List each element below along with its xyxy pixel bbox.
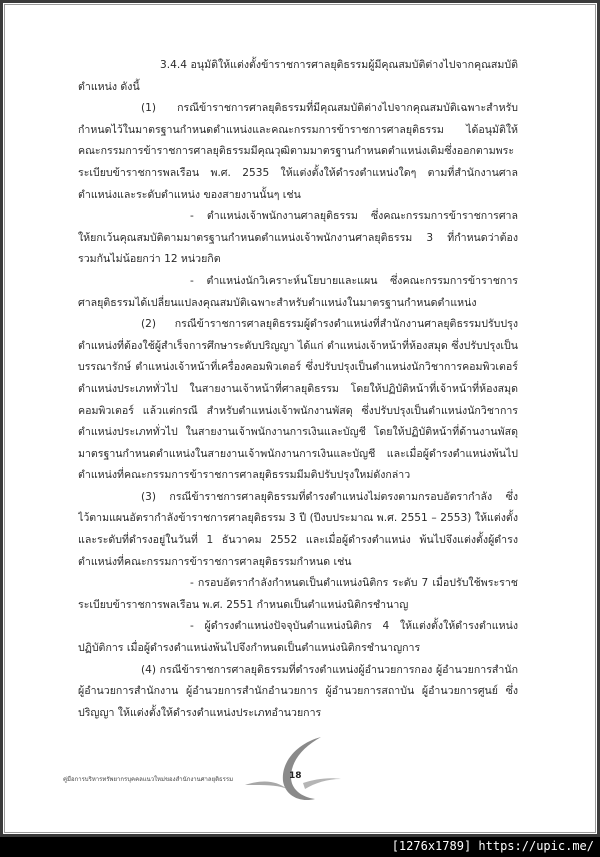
- clause-4: (4) กรณีข้าราชการศาลยุติธรรมที่ดำรงตำแหน่งผู้อำนวยการกอง ผู้อำนวยการสำนัก: [141, 663, 518, 676]
- text-line: กำหนดไว้ในมาตรฐานกำหนดตำแหน่งและคณะกรรมการข้าราชการศาลยุติธรรม ได้อนุมัติให้: [78, 123, 518, 136]
- text-line: ตำแหน่งที่คณะกรรมการข้าราชการศาลยุติธรรมมีมติปรับปรุงใหม่ดังกล่าว: [78, 469, 411, 482]
- text-line: ตำแหน่งประเภททั่วไป ในสายงานเจ้าพนักงานการเงินและบัญชี โดยให้ปฏิบัติหน้าที่ด้านงานพัสดุ: [78, 426, 518, 439]
- bullet-item: - ตำแหน่งเจ้าพนักงานศาลยุติธรรม ซึ่งคณะกรรมการข้าราชการศาล: [190, 210, 518, 223]
- watermark-text: [1276x1789] https://upic.me/: [391, 839, 594, 853]
- clause-1: (1) กรณีข้าราชการศาลยุติธรรมที่มีคุณสมบัติต่างไปจากคุณสมบัติเฉพาะสำหรับ: [141, 102, 518, 115]
- clause-2: (2) กรณีข้าราชการศาลยุติธรรมผู้ดำรงตำแหน่งที่สำนักงานศาลยุติธรรมปรับปรุง: [141, 318, 518, 331]
- text-line: ตำแหน่งประเภททั่วไป ในสายงานเจ้าหน้าที่ศาลยุติธรรม โดยให้ปฏิบัติหน้าที่เจ้าหน้าที่ห้องสมุด: [78, 382, 518, 395]
- bullet-item: - ตำแหน่งนักวิเคราะห์นโยบายและแผน ซึ่งคณะกรรมการข้าราชการ: [190, 274, 518, 287]
- document-body: [78, 55, 518, 724]
- text-line: ตำแหน่งที่ต้องใช้ผู้สำเร็จการศึกษาระดับปริญญา ได้แก่ ตำแหน่งเจ้าหน้าที่ห้องสมุด ซึ่งปรับปรุงเป็น: [78, 339, 518, 352]
- section-heading-3-4-4: 3.4.4 อนุมัติให้แต่งตั้งข้าราชการศาลยุติธรรมผู้มีคุณสมบัติต่างไปจากคุณสมบัติ: [160, 59, 518, 71]
- text-line: คอมพิวเตอร์ แล้วแต่กรณี สำหรับตำแหน่งเจ้าพนักงานพัสดุ ซึ่งปรับปรุงเป็นตำแหน่งนักวิชาการ: [78, 404, 518, 417]
- text-line: ผู้อำนวยการสำนักงาน ผู้อำนวยการสำนักอำนวยการ ผู้อำนวยการสถาบัน ผู้อำนวยการศูนย์ ซึ่ง: [78, 685, 518, 698]
- page-number: 18: [289, 771, 302, 781]
- bullet-item: - กรอบอัตรากำลังกำหนดเป็นตำแหน่งนิติกร ระดับ 7 เมื่อปรับใช้พระราช: [190, 577, 518, 590]
- text-line: บรรณารักษ์ ตำแหน่งเจ้าหน้าที่เครื่องคอมพิวเตอร์ ซึ่งปรับปรุงเป็นตำแหน่งนักวิชาการคอมพิวเตอร์: [78, 361, 518, 374]
- watermark-bar: [0, 837, 600, 857]
- text-line: ให้ยกเว้นคุณสมบัติตามมาตรฐานกำหนดตำแหน่งเจ้าพนักงานศาลยุติธรรม 3 ที่กำหนดว่าต้อง: [78, 231, 518, 244]
- text-line: ศาลยุติธรรมได้เปลี่ยนแปลงคุณสมบัติเฉพาะสำหรับตำแหน่งในมาตรฐานกำหนดตำแหน่ง: [78, 296, 477, 309]
- text-line: รวมกันไม่น้อยกว่า 12 หน่วยกิต: [78, 253, 221, 266]
- clause-3: (3) กรณีข้าราชการศาลยุติธรรมที่ดำรงตำแหน่งไม่ตรงตามกรอบอัตรากำลัง ซึ่ง: [141, 490, 518, 503]
- text-line: ไว้ตามแผนอัตรากำลังข้าราชการศาลยุติธรรม 3 ปี (ปีงบประมาณ พ.ศ. 2551 – 2553) ให้แต่งตั้ง: [78, 512, 518, 525]
- text-line: ตำแหน่งที่คณะกรรมการข้าราชการศาลยุติธรรมกำหนด เช่น: [78, 555, 352, 568]
- text-line: ปริญญา ให้แต่งตั้งให้ดำรงตำแหน่งประเภทอำนวยการ: [78, 706, 322, 719]
- bullet-item: - ผู้ดำรงตำแหน่งปัจจุบันตำแหน่งนิติกร 4 ให้แต่งตั้งให้ดำรงตำแหน่ง: [190, 620, 518, 633]
- text-line: คณะกรรมการข้าราชการศาลยุติธรรมมีคุณวุฒิตามมาตรฐานกำหนดตำแหน่งเดิมซึ่งออกตามพระ: [78, 145, 515, 158]
- text-line: ระเบียบข้าราชการพลเรือน พ.ศ. 2551 กำหนดเป็นตำแหน่งนิติกรชำนาญ: [78, 598, 409, 611]
- text-line: ปฏิบัติการ เมื่อผู้ดำรงตำแหน่งพ้นไปจึงกำหนดเป็นตำแหน่งนิติกรชำนาญการ: [78, 642, 421, 655]
- text-line: ตำแหน่งและระดับตำแหน่ง ของสายงานนั้นๆ เช่น: [78, 188, 301, 201]
- swoosh-logo-icon: [243, 733, 343, 805]
- text-line: ตำแหน่ง ดังนี้: [78, 80, 140, 93]
- text-line: ระเบียบข้าราชการพลเรือน พ.ศ. 2535 ให้แต่งตั้งให้ดำรงตำแหน่งใดๆ ตามที่สำนักงานศาล: [78, 166, 518, 179]
- footer-title: คู่มือการบริหารทรัพยากรบุคคลแนวใหม่ของสำนักงานศาลยุติธรรม: [63, 776, 234, 783]
- text-line: มาตรฐานกำหนดตำแหน่งในสายงานเจ้าพนักงานการเงินและบัญชี และเมื่อผู้ดำรงตำแหน่งพ้นไป: [78, 447, 518, 460]
- text-line: และระดับที่ดำรงอยู่ในวันที่ 1 ธันวาคม 2552 และเมื่อผู้ดำรงตำแหน่ง พ้นไปจึงแต่งตั้งผู้ดำรง: [78, 534, 518, 547]
